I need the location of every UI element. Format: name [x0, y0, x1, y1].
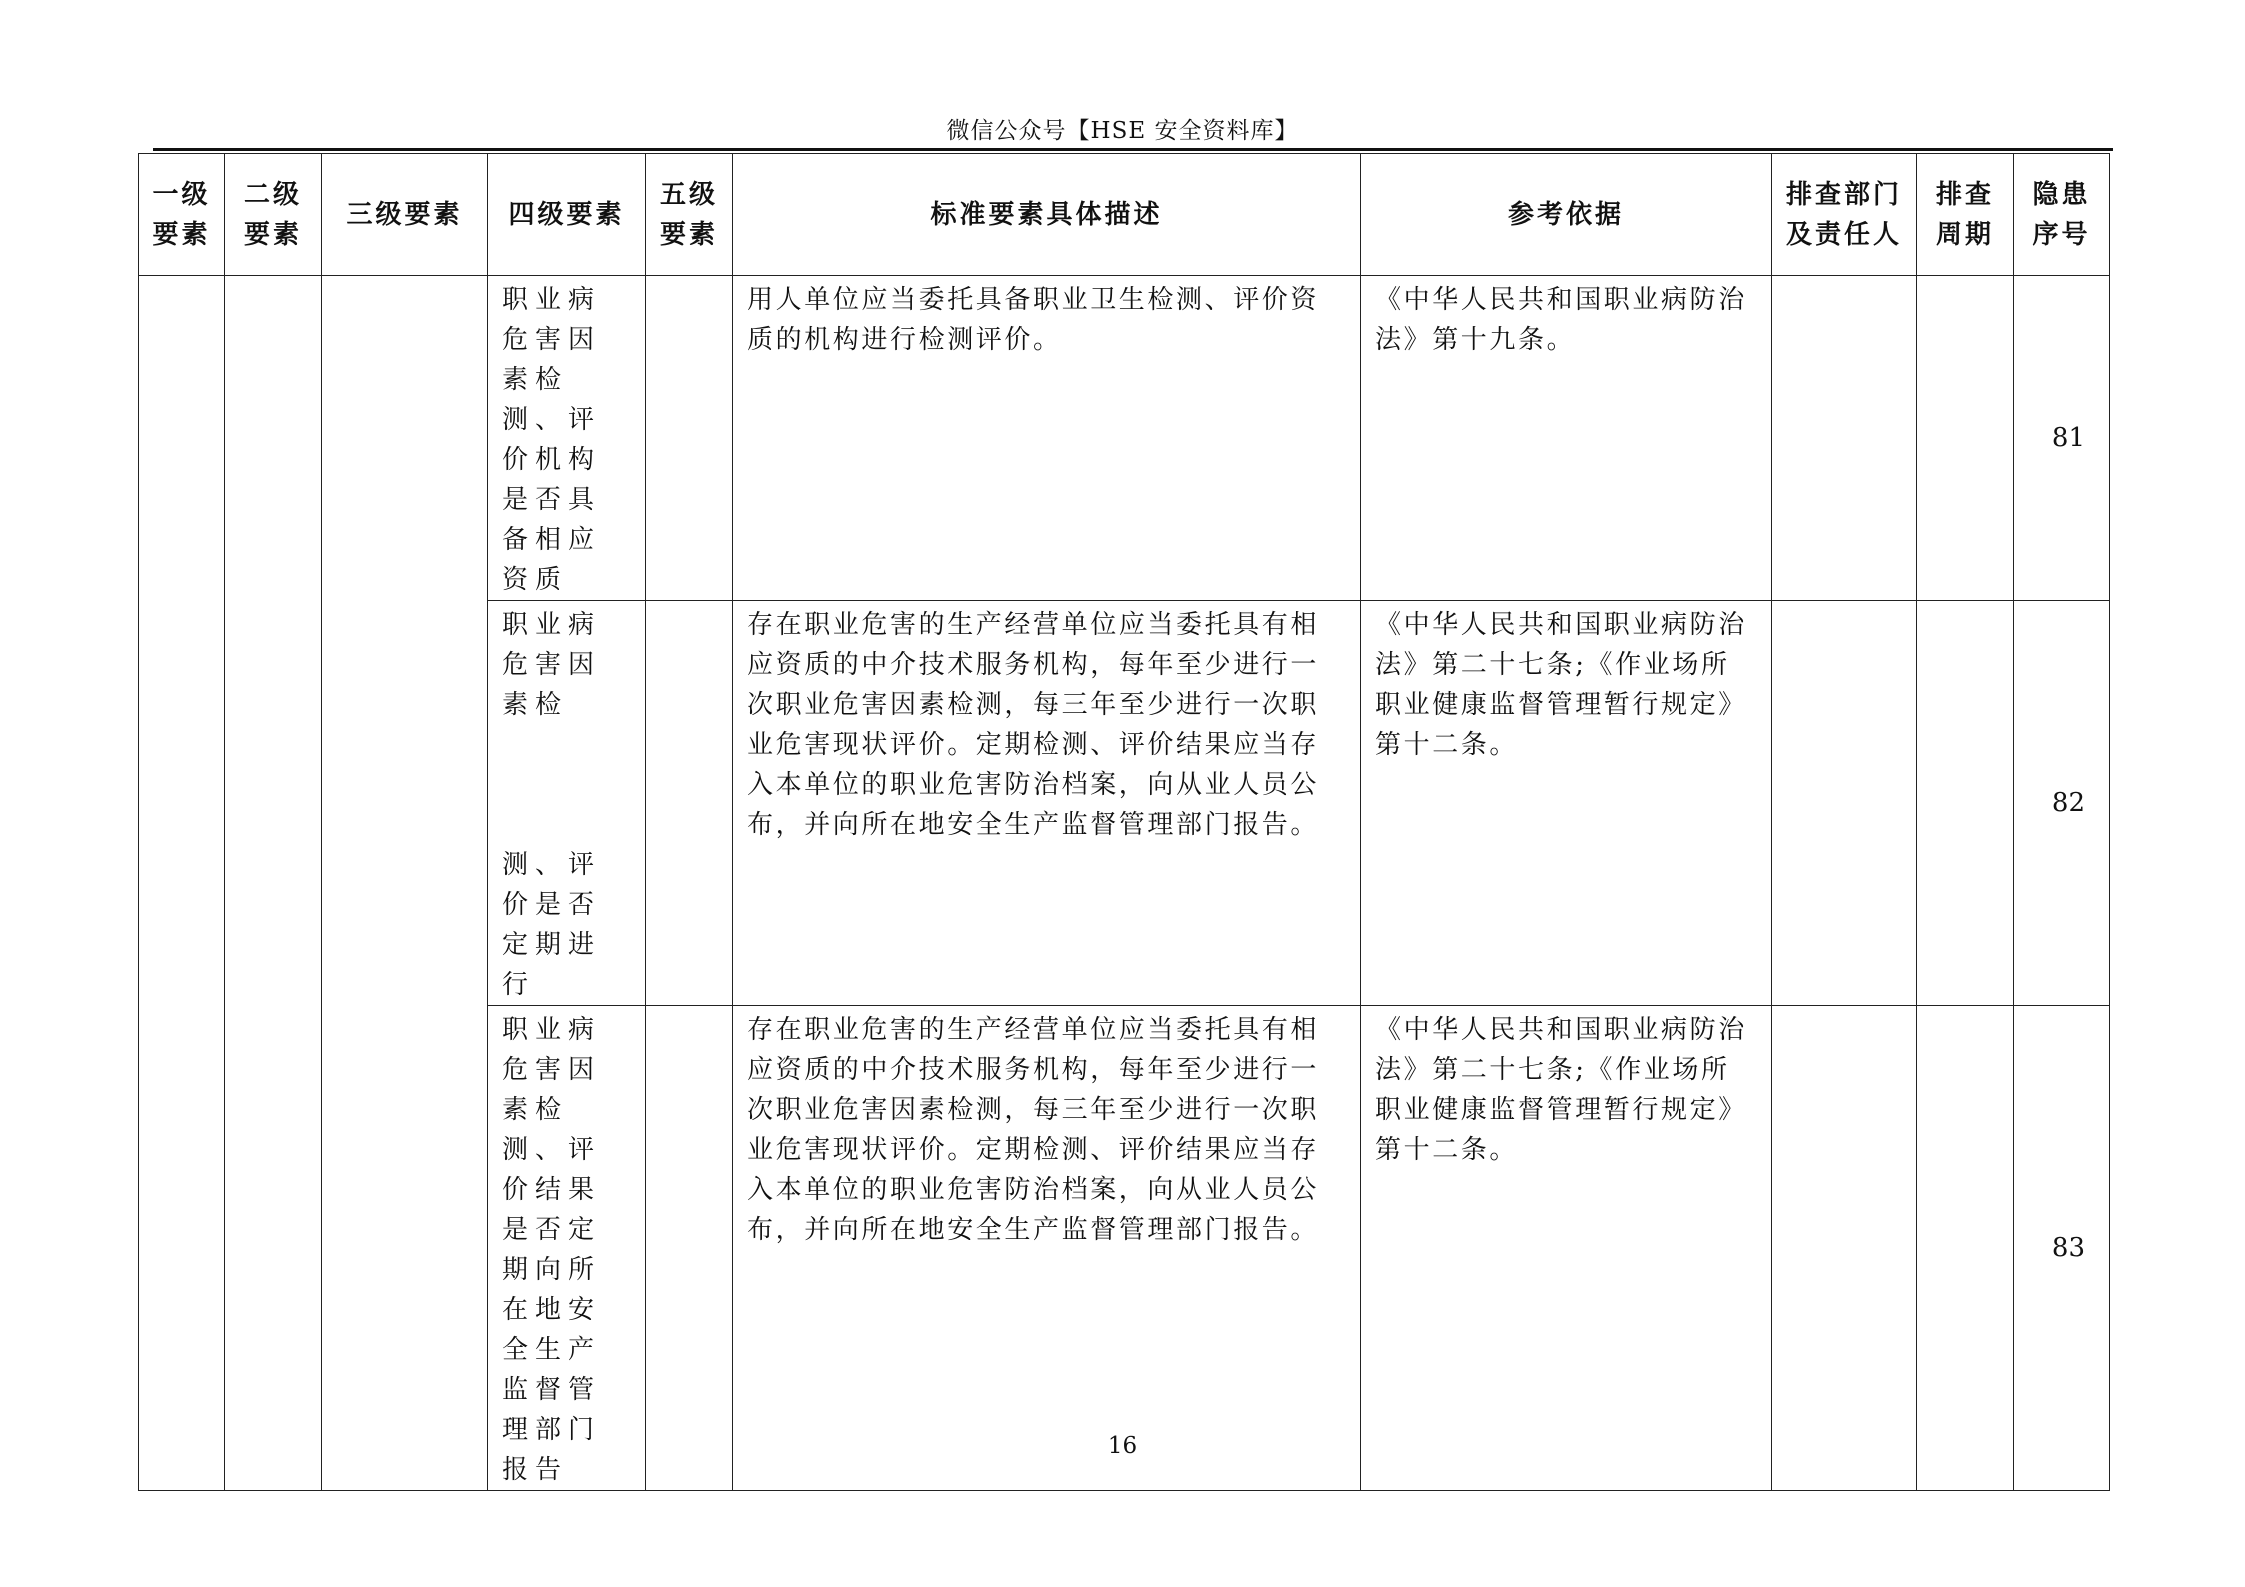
level5-cell — [646, 601, 733, 1006]
level5-cell — [646, 276, 733, 601]
col-level4: 四级要素 — [488, 154, 646, 276]
description-cell: 存在职业危害的生产经营单位应当委托具有相应资质的中介技术服务机构，每年至少进行一次职业危害因素检测，每三年至少进行一次职业危害现状评价。定期检测、评价结果应当存入本单位的职业危害防治档案，向从业人员公布，并向所在地安全生产监督管理部门报告。 — [733, 601, 1361, 1006]
hazard-number-cell: 81 — [2014, 276, 2110, 601]
page-header: 微信公众号【HSE 安全资料库】 — [946, 118, 1299, 144]
table-header-row — [139, 154, 2110, 276]
col-department: 排查部门 及责任人 — [1772, 154, 1917, 276]
level4-cell: 职业病危害因素检测、评价机构是否具备相应资质 — [488, 276, 646, 601]
col-number: 隐患 序号 — [2014, 154, 2110, 276]
period-cell — [1917, 1006, 2014, 1491]
level1-cell — [139, 276, 225, 1491]
reference-cell: 《中华人民共和国职业病防治法》第二十七条;《作业场所职业健康监督管理暂行规定》第十二条。 — [1361, 1006, 1772, 1491]
col-reference: 参考依据 — [1361, 154, 1772, 276]
col-level5: 五级 要素 — [646, 154, 733, 276]
col-level1: 一级 要素 — [139, 154, 225, 276]
col-description: 标准要素具体描述 — [733, 154, 1361, 276]
period-cell — [1917, 601, 2014, 1006]
level4-cell: 职业病危害因素检测、评价结果是否定期向所在地安全生产监督管理部门报告 — [488, 1006, 646, 1491]
hazard-number-cell: 83 — [2014, 1006, 2110, 1491]
department-cell — [1772, 1006, 1917, 1491]
col-level3: 三级要素 — [322, 154, 488, 276]
header-rule — [153, 148, 2113, 151]
department-cell — [1772, 601, 1917, 1006]
level2-cell — [225, 276, 322, 1491]
page-number: 16 — [1107, 1433, 1138, 1459]
period-cell — [1917, 276, 2014, 601]
level5-cell — [646, 1006, 733, 1491]
reference-cell: 《中华人民共和国职业病防治法》第十九条。 — [1361, 276, 1772, 601]
col-period: 排查 周期 — [1917, 154, 2014, 276]
level3-cell — [322, 276, 488, 1491]
hazard-check-table — [138, 153, 2110, 1491]
hazard-number-cell: 82 — [2014, 601, 2110, 1006]
reference-cell: 《中华人民共和国职业病防治法》第二十七条;《作业场所职业健康监督管理暂行规定》第十二条。 — [1361, 601, 1772, 1006]
col-level2: 二级 要素 — [225, 154, 322, 276]
description-cell: 用人单位应当委托具备职业卫生检测、评价资质的机构进行检测评价。 — [733, 276, 1361, 601]
description-cell: 存在职业危害的生产经营单位应当委托具有相应资质的中介技术服务机构，每年至少进行一次职业危害因素检测，每三年至少进行一次职业危害现状评价。定期检测、评价结果应当存入本单位的职业危害防治档案，向从业人员公布，并向所在地安全生产监督管理部门报告。 — [733, 1006, 1361, 1491]
table-row — [139, 276, 2110, 601]
department-cell — [1772, 276, 1917, 601]
level4-cell: 职业病危害因素检 测、评价是否定期进行 — [488, 601, 646, 1006]
